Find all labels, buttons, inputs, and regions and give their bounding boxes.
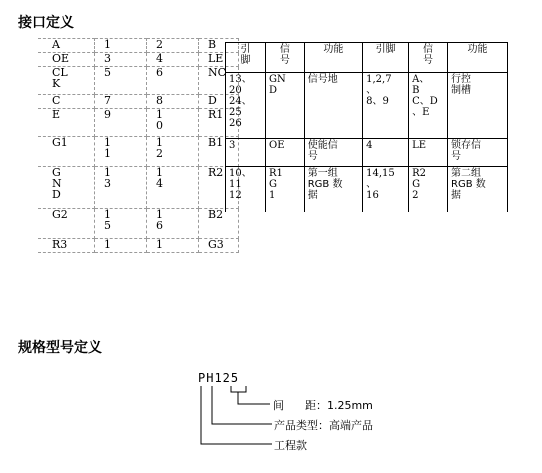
pin-cell: 1 0 (147, 109, 199, 137)
function-header-cell: 信 号 (409, 43, 448, 73)
bracket-pitch (231, 386, 246, 392)
pin-cell: CL K (38, 67, 95, 95)
pin-cell: 7 (95, 95, 147, 109)
label-series: 工程款 (274, 439, 307, 452)
label-type: 产品类型：高端产品 (274, 419, 373, 432)
pin-cell: G N D (38, 167, 95, 209)
pin-cell: 1 3 (95, 167, 147, 209)
function-header-cell: 信 号 (266, 43, 305, 73)
section-title-interface: 接口定义 (18, 15, 74, 31)
pin-cell: 1 6 (147, 209, 199, 239)
pin-cell: 1 (147, 239, 199, 253)
function-header-cell: 功能 (304, 43, 362, 73)
function-cell: 行控 制槽 (448, 73, 508, 139)
function-cell: 第一组 RGB 数 据 (304, 167, 362, 213)
pin-cell: 6 (147, 67, 199, 95)
leader-pitch (238, 392, 270, 404)
pin-cell: 1 (95, 239, 147, 253)
pin-cell: R1 (199, 109, 239, 137)
function-header-cell: 引脚 (363, 43, 409, 73)
pin-cell: 9 (95, 109, 147, 137)
pin-cell: 1 (95, 39, 147, 53)
pin-cell: 1 5 (95, 209, 147, 239)
function-cell: LE (409, 139, 448, 167)
pin-cell: R2 (199, 167, 239, 209)
label-pitch: 间 距：1.25mm (273, 399, 373, 412)
pin-cell: 2 (147, 39, 199, 53)
function-cell: 4 (363, 139, 409, 167)
pin-cell: C (38, 95, 95, 109)
function-cell: 1,2,7 、 8、9 (363, 73, 409, 139)
function-cell: A、 B C、D 、E (409, 73, 448, 139)
function-cell: 10、 11 12 (226, 167, 266, 213)
pin-cell: 5 (95, 67, 147, 95)
pin-cell: OE (38, 53, 95, 67)
function-cell: 14,15 、 16 (363, 167, 409, 213)
function-cell: GN D (266, 73, 305, 139)
pin-cell: E (38, 109, 95, 137)
model-code: PH125 (198, 371, 240, 385)
pin-cell: G2 (38, 209, 95, 239)
section-title-model: 规格型号定义 (18, 340, 102, 356)
pin-cell: 1 2 (147, 137, 199, 167)
pin-cell: B2 (199, 209, 239, 239)
function-cell: R2 G 2 (409, 167, 448, 213)
pin-cell: 8 (147, 95, 199, 109)
pin-cell: 1 4 (147, 167, 199, 209)
pin-cell: G1 (38, 137, 95, 167)
pin-cell: B1 (199, 137, 239, 167)
function-cell: R1 G 1 (266, 167, 305, 213)
function-cell: 3 (226, 139, 266, 167)
pin-cell: D (199, 95, 239, 109)
function-header-cell: 引 脚 (226, 43, 266, 73)
function-cell: 13、 20 24、 25 26 (226, 73, 266, 139)
function-header-cell: 功能 (448, 43, 508, 73)
function-cell: 使能信 号 (304, 139, 362, 167)
function-cell: OE (266, 139, 305, 167)
pin-cell: G3 (199, 239, 239, 253)
function-cell: 信号地 (304, 73, 362, 139)
function-cell: 第二组 RGB 数 据 (448, 167, 508, 213)
pin-cell: 3 (95, 53, 147, 67)
pin-cell: NC (199, 67, 239, 95)
pin-cell: R3 (38, 239, 95, 253)
pin-cell: 1 1 (95, 137, 147, 167)
pin-cell: B (199, 39, 239, 53)
function-cell: 锁存信 号 (448, 139, 508, 167)
pin-cell: A (38, 39, 95, 53)
pin-cell: 4 (147, 53, 199, 67)
pin-cell: LE (199, 53, 239, 67)
